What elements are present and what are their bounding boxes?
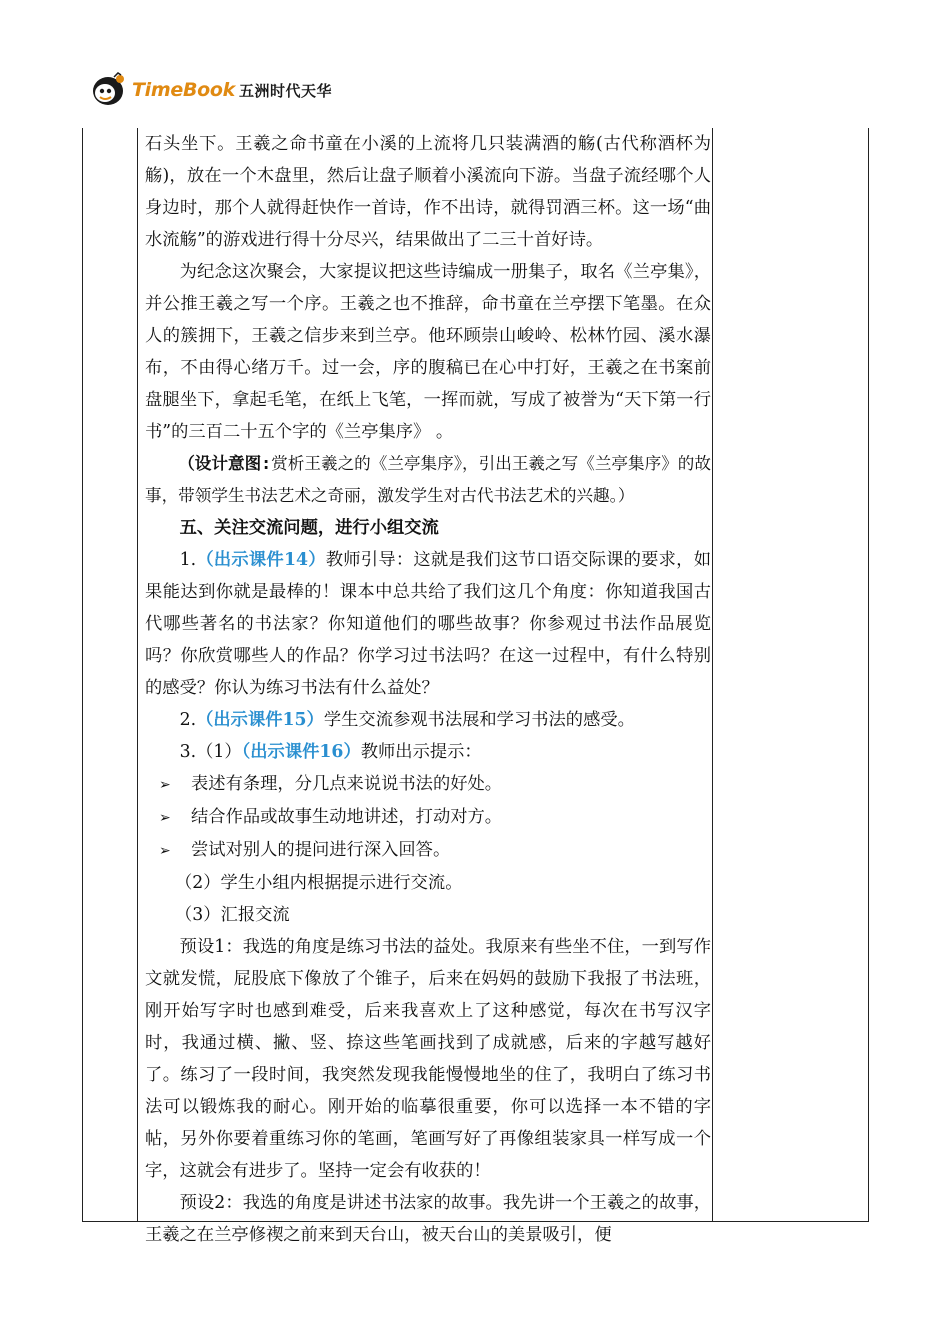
preset-answer-one: 预设1：我选的角度是练习书法的益处。我原来有些坐不住，一到写作文就发慌，屁股底下像放了个锥子，后来在妈妈的鼓励下我报了书法班，刚开始写字时也感到难受，后来我喜欢上了这种感觉，每次在书写汉字时，我通过横、撇、竖、捺这些笔画找到了成就感，后来的字越写越好了。练习了一段时间，我突然发现我能慢慢地坐的住了，我明白了练习书法可以锻炼我的耐心。刚开始的临摹很重要，你可以选择一本不错的字帖，另外你要着重练习你的笔画，笔画写好了再像组装家具一样写成一个字，这就会有进步了。坚持一定会有收获的！ <box>145 937 711 1181</box>
courseware-16-tag: （出示课件16） <box>241 742 361 762</box>
step-three-number: 3.（1） <box>179 742 242 762</box>
hint-item-text: 结合作品或故事生动地讲述，打动对方。 <box>191 807 503 827</box>
paragraph-lanting-preface: 为纪念这次聚会，大家提议把这些诗编成一册集子，取名《兰亭集》，并公推王羲之写一个序。王羲之也不推辞，命书童在兰亭摆下笔墨。在众人的簇拥下，王羲之信步来到兰亭。他环顾崇山峻岭、松林竹园、溪水瀑布，不由得心绪万千。过一会，序的腹稿已在心中打好，王羲之在书案前盘腿坐下，拿起毛笔，在纸上飞笔，一挥而就，写成了被誉为“天下第一行书”的三百二十五个字的《兰亭集序》 。 <box>145 262 711 442</box>
section-five-title: 五、关注交流问题，进行小组交流 <box>179 518 439 538</box>
preset-answer-two: 预设2：我选的角度是讲述书法家的故事。我先讲一个王羲之的故事，王羲之在兰亭修禊之前来到天台山，被天台山的美景吸引，便 <box>145 1193 711 1245</box>
design-intent-text: 赏析王羲之的《兰亭集序》，引出王羲之写《兰亭集序》的故事，带领学生书法艺术之奇丽，激发学生对古代书法艺术的兴趣。） <box>145 454 711 505</box>
timebook-logo <box>90 68 332 112</box>
arrowhead-bullet-icon: ➢ <box>159 843 171 859</box>
hint-item <box>145 801 711 834</box>
step-one-text: 教师引导：这就是我们这节口语交际课的要求，如果能达到你就是最棒的！课本中总共给了我们这几个角度：你知道我国古代哪些著名的书法家？你知道他们的哪些故事？你参观过书法作品展览吗？你欣赏哪些人的作品？你学习过书法吗？在这一过程中，有什么特别的感受？你认为练习书法有什么益处？ <box>145 550 711 698</box>
step-report-exchange: （3）汇报交流 <box>175 905 290 925</box>
table-column-divider-left <box>137 128 138 1221</box>
step-two <box>145 704 711 736</box>
hint-item-text: 表述有条理，分几点来说说书法的好处。 <box>191 774 503 794</box>
step-one-number: 1. <box>179 550 197 570</box>
hint-item <box>145 834 711 867</box>
table-column-divider-right <box>712 128 713 1221</box>
design-intent-label: （设计意图: <box>178 454 272 473</box>
courseware-14-tag: （出示课件14） <box>196 550 326 570</box>
arrowhead-bullet-icon: ➢ <box>159 777 171 793</box>
design-intent <box>145 448 711 512</box>
brand-name-cn: 五洲时代天华 <box>238 81 332 100</box>
timebook-logo-icon <box>90 71 128 109</box>
step-one <box>145 544 711 704</box>
step-two-number: 2. <box>179 710 197 730</box>
step-two-text: 学生交流参观书法展和学习书法的感受。 <box>323 710 635 730</box>
paragraph-story-continued: 石头坐下。王羲之命书童在小溪的上流将几只装满酒的觞(古代称酒杯为觞)，放在一个木盘里，然后让盘子顺着小溪流向下游。当盘子流经哪个人身边时，那个人就得赶快作一首诗，作不出诗，就得罚酒三杯。这一场“曲水流觞”的游戏进行得十分尽兴，结果做出了二三十首好诗。 <box>145 134 711 250</box>
step-group-exchange: （2）学生小组内根据提示进行交流。 <box>175 873 463 893</box>
step-three-text: 教师出示提示： <box>360 742 482 762</box>
hint-item-text: 尝试对别人的提问进行深入回答。 <box>191 840 451 860</box>
arrowhead-bullet-icon: ➢ <box>159 810 171 826</box>
brand-name: TimeBook <box>132 79 235 101</box>
courseware-15-tag: （出示课件15） <box>196 710 324 730</box>
step-three <box>145 736 711 768</box>
lesson-content <box>145 128 711 1251</box>
hint-item <box>145 768 711 801</box>
